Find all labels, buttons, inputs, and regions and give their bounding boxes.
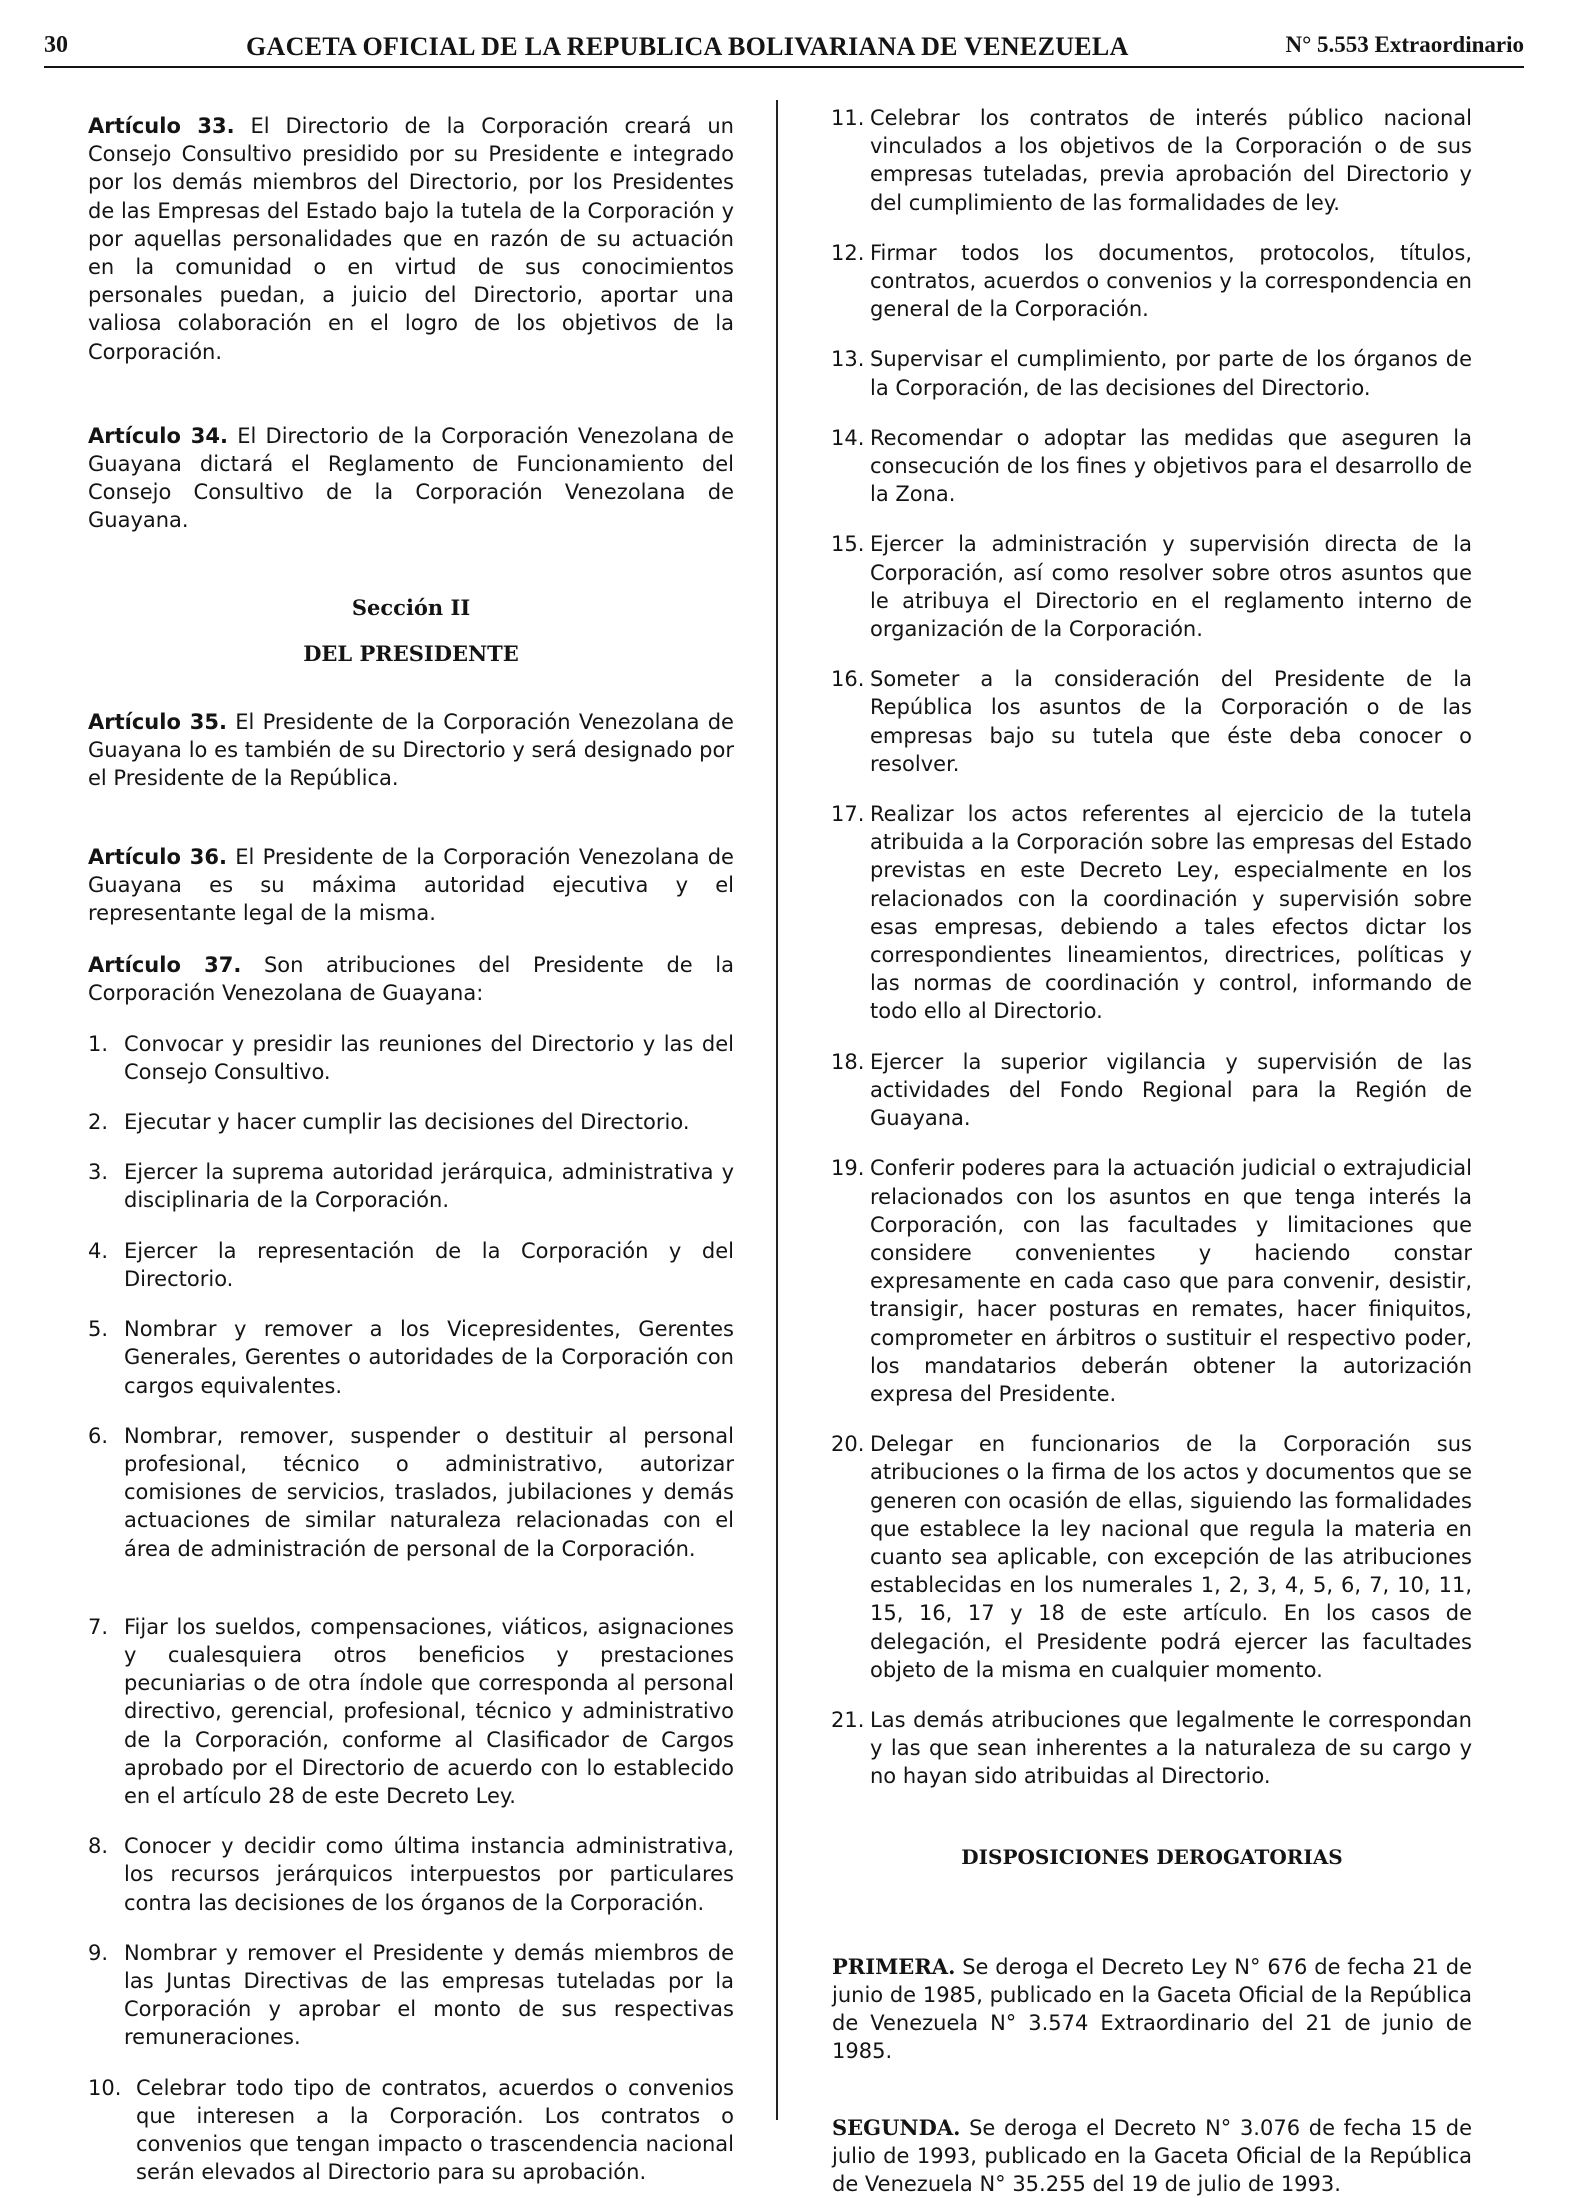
list-item	[832, 800, 1472, 1026]
item-text: Ejercer la suprema autoridad jerárquica, administrativa y disciplinaria de la Corporación.	[124, 1160, 734, 1213]
item-text: Celebrar los contratos de interés público nacional vinculados a los objetivos de la Corporación o de sus empresas tuteladas, previa aprobación del Directorio y del cumplimiento de las formalidades de ley.	[870, 106, 1472, 215]
item-text: Nombrar y remover a los Vicepresidentes, Gerentes Generales, Gerentes o autoridades de la Corporación con cargos equivalentes.	[124, 1317, 734, 1398]
list-item	[88, 1030, 734, 1086]
item-number: 21.	[831, 1707, 865, 1732]
disposition-segunda	[832, 2114, 1472, 2198]
article-33	[88, 112, 734, 366]
item-number: 14.	[831, 425, 865, 450]
dispositions-title: DISPOSICIONES DEROGATORIAS	[961, 1844, 1343, 1869]
item-text: Ejercer la representación de la Corporación y del Directorio.	[124, 1238, 734, 1291]
item-text: Celebrar todo tipo de contratos, acuerdos o convenios que interesen a la Corporación. Los contratos o convenios que tengan impacto o trascendencia nacional serán elevados al Directorio para su aprobación.	[136, 2075, 734, 2185]
item-number: 10.	[88, 2075, 122, 2100]
item-number: 5.	[88, 1317, 109, 1342]
item-text: Ejecutar y hacer cumplir las decisiones del Directorio.	[124, 1110, 690, 1135]
list-item	[88, 1158, 734, 1214]
gazette-title: GACETA OFICIAL DE LA REPUBLICA BOLIVARIANA DE VENEZUELA	[246, 32, 1129, 61]
list-item	[832, 1430, 1472, 1684]
list-item	[88, 1832, 734, 1917]
article-label: Artículo 35.	[88, 710, 227, 735]
article-text: El Directorio de la Corporación Venezolana de Guayana dictará el Reglamento de Funcionamiento del Consejo Consultivo de la Corporación Venezolana de Guayana.	[88, 423, 734, 533]
list-item	[832, 424, 1472, 509]
disposition-label: PRIMERA.	[832, 1953, 956, 1979]
column-divider	[776, 100, 778, 2120]
item-number: 2.	[88, 1110, 109, 1135]
list-item	[832, 239, 1472, 324]
list-item	[832, 665, 1472, 778]
item-text: Someter a la consideración del Presidente de la República los asuntos de la Corporación o de las empresas bajo su tutela que éste deba conocer o resolver.	[870, 667, 1472, 776]
item-text: Firmar todos los documentos, protocolos, títulos, contratos, acuerdos o convenios y la correspondencia en general de la Corporación.	[870, 240, 1472, 322]
issue-number: N° 5.553 Extraordinario	[1285, 32, 1524, 57]
article-label: Artículo 36.	[88, 844, 227, 869]
list-item	[88, 1613, 734, 1810]
list-item	[88, 1422, 734, 1563]
item-number: 9.	[88, 1940, 109, 1965]
item-number: 4.	[88, 1238, 109, 1263]
list-item	[832, 104, 1472, 217]
item-text: Supervisar el cumplimiento, por parte de los órganos de la Corporación, de las decisiones del Directorio.	[870, 347, 1472, 400]
item-number: 13.	[831, 347, 865, 372]
item-text: Conocer y decidir como última instancia administrativa, los recursos jerárquicos interpuestos por particulares contra las decisiones de los órganos de la Corporación.	[124, 1834, 734, 1915]
disposition-text: Se deroga el Decreto Ley N° 676 de fecha 21 de junio de 1985, publicado en la Gaceta Oficial de la República de Venezuela N° 3.574 Extraordinario del 21 de junio de 1985.	[832, 1954, 1472, 2064]
item-text: Delegar en funcionarios de la Corporación sus atribuciones o la firma de los actos y documentos que se generen con ocasión de ellas, siguiendo las formalidades que establece la ley nacional que regula la materia en cuanto sea aplicable, con excepción de las atribuciones establecidas en los numerales 1, 2, 3, 4, 5, 6, 7, 10, 11, 15, 16, 17 y 18 de este artículo. En los casos de delegación, el Presidente podrá ejercer las facultades objeto de la misma en cualquier momento.	[870, 1432, 1472, 1682]
article-text: Son atribuciones del Presidente de la Corporación Venezolana de Guayana:	[88, 953, 735, 1006]
item-text: Nombrar y remover el Presidente y demás miembros de las Juntas Directivas de las empresas tuteladas por la Corporación y aprobar el monto de sus respectivas remuneraciones.	[124, 1940, 734, 2050]
article-35	[88, 708, 734, 793]
item-text: Realizar los actos referentes al ejercicio de la tutela atribuida a la Corporación sobre las empresas del Estado previstas en este Decreto Ley, especialmente en los relacionados con la coordinación y supervisión sobre esas empresas, debiendo a tales efectos dictar los correspondientes lineamientos, directrices, políticas y las normas de coordinación y control, informando de todo ello al Directorio.	[870, 802, 1472, 1024]
left-column	[88, 100, 734, 2186]
list-item	[88, 1237, 734, 1293]
item-text: Convocar y presidir las reuniones del Directorio y las del Consejo Consultivo.	[124, 1031, 734, 1084]
item-text: Ejercer la administración y supervisión directa de la Corporación, así como resolver sobre otros asuntos que le atribuya el Directorio en el reglamento interno de organización de la Corporación.	[870, 532, 1472, 642]
item-number: 11.	[831, 106, 865, 130]
list-item	[88, 1939, 734, 2052]
disposition-label: SEGUNDA.	[832, 2114, 961, 2140]
section-title: Sección II	[351, 594, 471, 620]
list-item	[832, 530, 1472, 643]
list-item	[832, 1154, 1472, 1408]
article-text: El Directorio de la Corporación creará un Consejo Consultivo presidido por su Presidente e integrado por los demás miembros del Directorio, por los Presidentes de las Empresas del Estado bajo la tutela de la Corporación y por aquellas personalidades que en razón de su actuación en la comunidad o en virtud de sus conocimientos personales puedan, a juicio del Directorio, aportar una valiosa colaboración en el logro de los objetivos de la Corporación.	[88, 114, 734, 364]
article-34	[88, 422, 734, 535]
article-text: El Presidente de la Corporación Venezolana de Guayana lo es también de su Directorio y será designado por el Presidente de la República.	[88, 710, 734, 791]
article-text: El Presidente de la Corporación Venezolana de Guayana es su máxima autoridad ejecutiva y el representante legal de la misma.	[88, 844, 734, 926]
article-36	[88, 843, 734, 928]
item-number: 20.	[831, 1432, 865, 1457]
article-label: Artículo 34.	[88, 423, 228, 448]
item-text: Conferir poderes para la actuación judicial o extrajudicial relacionados con los asuntos en que tenga interés la Corporación, con las facultades y limitaciones que considere convenientes y haciendo constar expresamente en cada caso que para convenir, desistir, transigir, hacer posturas en remates, hacer finiquitos, comprometer en árbitros o sustituir el respectivo poder, los mandatarios deberán obtener la autorización expresa del Presidente.	[870, 1156, 1472, 1406]
list-item	[832, 1706, 1472, 1791]
item-number: 12.	[831, 240, 865, 265]
item-number: 3.	[88, 1160, 109, 1185]
section-subtitle: DEL PRESIDENTE	[303, 640, 519, 666]
item-text: Ejercer la superior vigilancia y supervisión de las actividades del Fondo Regional para la Región de Guayana.	[870, 1049, 1472, 1131]
item-text: Recomendar o adoptar las medidas que aseguren la consecución de los fines y objetivos para el desarrollo de la Zona.	[870, 425, 1472, 507]
list-item	[832, 345, 1472, 401]
article-37	[88, 951, 734, 1007]
item-number: 16.	[831, 667, 865, 692]
item-number: 17.	[831, 802, 865, 827]
page-number: 30	[44, 32, 68, 58]
item-text: Fijar los sueldos, compensaciones, viáticos, asignaciones y cualesquiera otros beneficios y prestaciones pecuniarias o de otra índole que corresponda al personal directivo, gerencial, profesional, técnico y administrativo de la Corporación, conforme al Clasificador de Cargos aprobado por el Directorio de acuerdo con lo establecido en el artículo 28 de este Decreto Ley.	[124, 1614, 734, 1808]
item-number: 7.	[88, 1614, 109, 1639]
item-text: Las demás atribuciones que legalmente le correspondan y las que sean inherentes a la naturaleza de su cargo y no hayan sido atribuidas al Directorio.	[870, 1707, 1472, 1789]
item-text: Nombrar, remover, suspender o destituir al personal profesional, técnico o administrativo, autorizar comisiones de servicios, traslados, jubilaciones y demás actuaciones de similar naturaleza relacionadas con el área de administración de personal de la Corporación.	[124, 1423, 734, 1561]
list-item	[88, 2074, 734, 2187]
item-number: 15.	[831, 532, 865, 557]
list-item	[88, 1315, 734, 1400]
article-label: Artículo 37.	[88, 953, 242, 978]
item-number: 18.	[831, 1049, 865, 1074]
right-column	[832, 100, 1472, 2198]
disposition-primera	[832, 1953, 1472, 2066]
disposition-text: Se deroga el Decreto N° 3.076 de fecha 15 de julio de 1993, publicado en la Gaceta Oficial de la República de Venezuela N° 35.255 del 19 de julio de 1993.	[832, 2115, 1472, 2196]
page-header	[44, 30, 1524, 68]
item-number: 1.	[88, 1031, 109, 1056]
item-number: 6.	[88, 1423, 109, 1448]
article-label: Artículo 33.	[88, 114, 235, 138]
item-number: 19.	[831, 1156, 865, 1181]
list-item	[88, 1108, 734, 1136]
list-item	[832, 1048, 1472, 1133]
item-number: 8.	[88, 1834, 109, 1859]
